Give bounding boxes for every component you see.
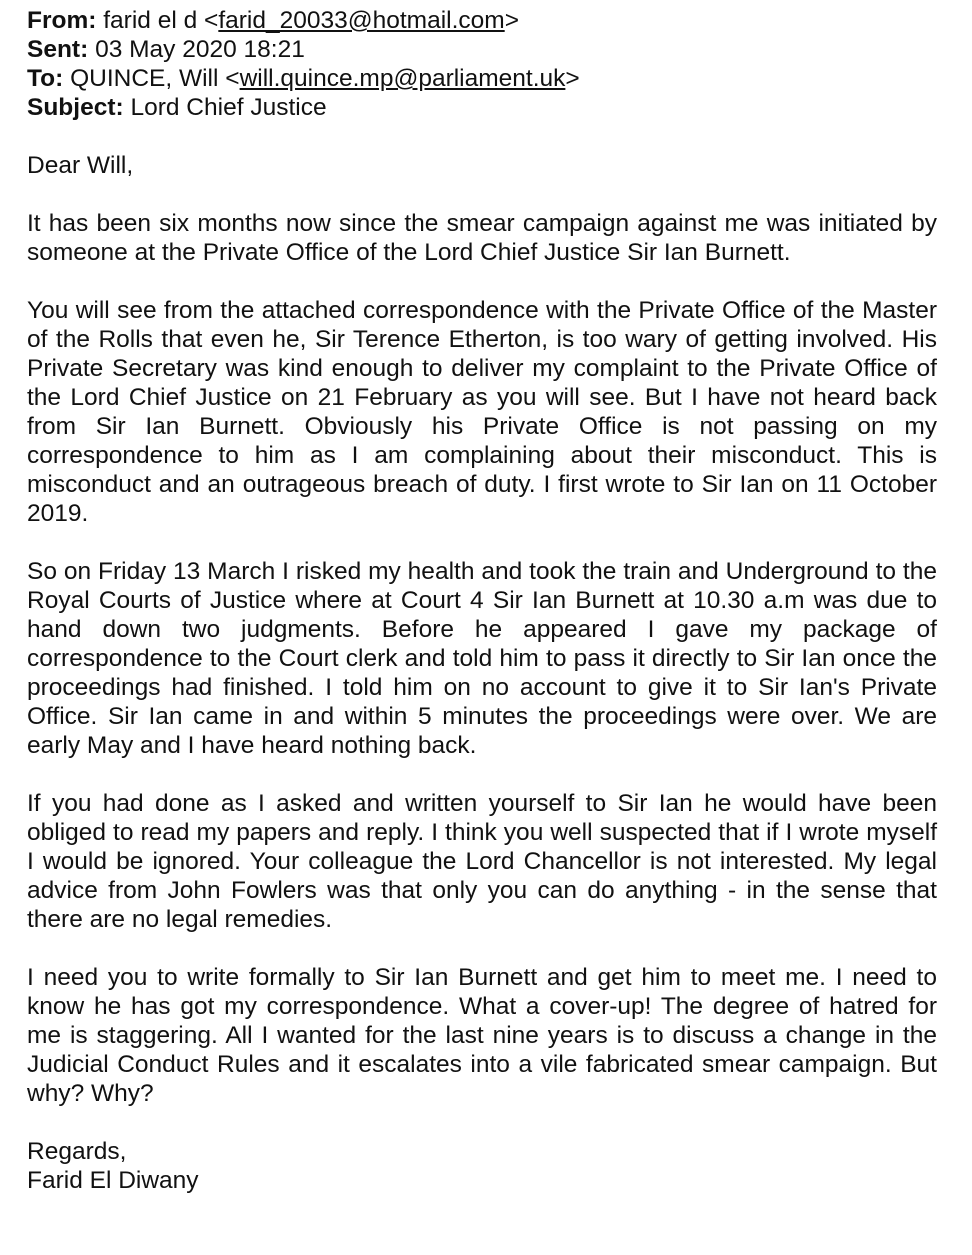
subject-line (27, 93, 937, 122)
to-email-link[interactable]: will.quince.mp@parliament.uk (239, 65, 566, 92)
closing: Regards, (27, 1138, 127, 1165)
email-header (27, 6, 937, 122)
body-paragraph: I need you to write formally to Sir Ian Burnett and get him to meet me. I need to know he has got my correspondence. What a cover-up! The degree of hatred for me is staggering. All I wanted for the last nine years is to discuss a change in the Judicial Conduct Rules and it escalates into a vile fabricated smear campaign. But why? Why? (27, 964, 937, 1107)
from-email-link[interactable]: farid_20033@hotmail.com (218, 7, 505, 34)
salutation: Dear Will, (27, 152, 134, 179)
to-email-close: > (565, 65, 580, 92)
signature: Farid El Diwany (27, 1167, 199, 1194)
from-name: farid el d (103, 7, 198, 34)
from-line (27, 6, 937, 35)
to-label: To: (27, 65, 64, 92)
to-name: QUINCE, Will (70, 65, 219, 92)
email-document (27, 6, 937, 1195)
subject-value: Lord Chief Justice (130, 94, 327, 121)
body-paragraph: You will see from the attached correspondence with the Private Office of the Master of the Rolls that even he, Sir Terence Etherton, is too wary of getting involved. His Private Secretary was kind enough to deliver my complaint to the Private Office of the Lord Chief Justice on 21 February as you will see. But I have not heard back from Sir Ian Burnett. Obviously his Private Office is not passing on my correspondence to him as I am complaining about their misconduct. This is misconduct and an outrageous breach of duty. I first wrote to Sir Ian on 11 October 2019. (27, 297, 937, 527)
body-paragraph: If you had done as I asked and written yourself to Sir Ian he would have been obliged to read my papers and reply. I think you well suspected that if I wrote myself I would be ignored. Your colleague the Lord Chancellor is not interested. My legal advice from John Fowlers was that only you can do anything - in the sense that there are no legal remedies. (27, 790, 937, 933)
body-paragraph: It has been six months now since the smear campaign against me was initiated by someone at the Private Office of the Lord Chief Justice Sir Ian Burnett. (27, 210, 937, 266)
sent-line (27, 35, 937, 64)
from-email-open: < (204, 7, 219, 34)
body-paragraph: So on Friday 13 March I risked my health and took the train and Underground to the Royal Courts of Justice where at Court 4 Sir Ian Burnett at 10.30 a.m was due to hand down two judgments. Before he appeared I gave my package of correspondence to the Court clerk and told him to pass it directly to Sir Ian once the proceedings had finished. I told him on no account to give it to Sir Ian's Private Office. Sir Ian came in and within 5 minutes the proceedings were over. We are early May and I have heard nothing back. (27, 558, 937, 759)
from-email-close: > (504, 7, 519, 34)
subject-label: Subject: (27, 94, 124, 121)
sent-label: Sent: (27, 36, 89, 63)
to-email-open: < (225, 65, 240, 92)
to-line (27, 64, 937, 93)
from-label: From: (27, 7, 97, 34)
sent-value: 03 May 2020 18:21 (95, 36, 305, 63)
